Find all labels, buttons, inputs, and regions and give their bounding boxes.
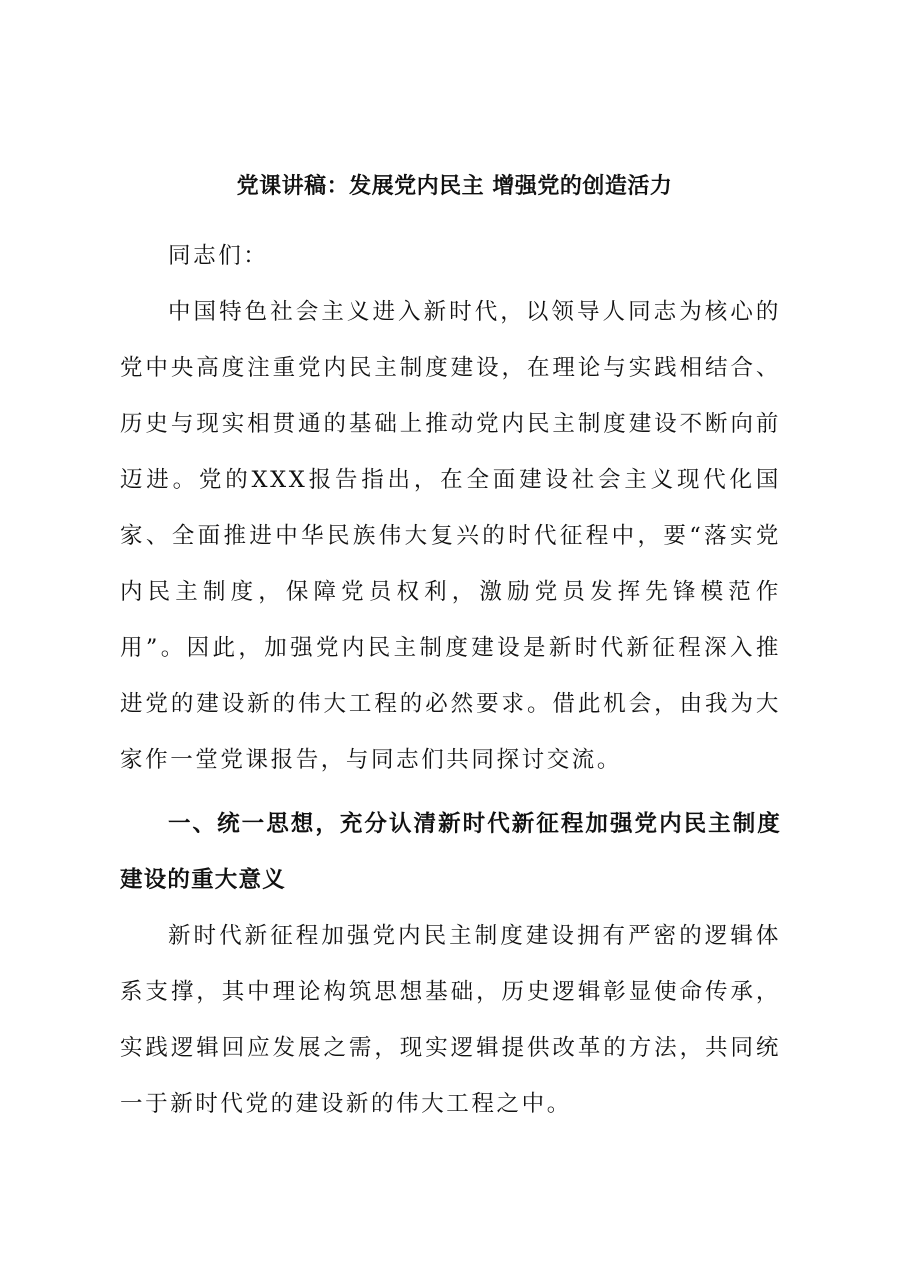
section-heading: 一、统一思想，充分认清新时代新征程加强党内民主制度建设的重大意义 (120, 811, 781, 893)
section-paragraph: 新时代新征程加强党内民主制度建设拥有严密的逻辑体系支撑，其中理论构筑思想基础，历史逻辑彰显使命传承，实践逻辑回应发展之需，现实逻辑提供改革的方法，共同统一于新时代党的建设新的伟大工程之中。 (120, 923, 781, 1117)
greeting-paragraph: 同志们： (168, 243, 269, 269)
document-title: 党课讲稿：发展党内民主 增强党的创造活力 (236, 173, 673, 199)
intro-paragraph: 中国特色社会主义进入新时代，以领导人同志为核心的党中央高度注重党内民主制度建设，在理论与实践相结合、历史与现实相贯通的基础上推动党内民主制度建设不断向前迈进。党的XXX报告指出，在全面建设社会主义现代化国家、全面推进中华民族伟大复兴的时代征程中，要“落实党内民主制度，保障党员权利，激励党员发挥先锋模范作用”。因此，加强党内民主制度建设是新时代新征程深入推进党的建设新的伟大工程的必然要求。借此机会，由我为大家作一堂党课报告，与同志们共同探讨交流。 (120, 299, 781, 773)
